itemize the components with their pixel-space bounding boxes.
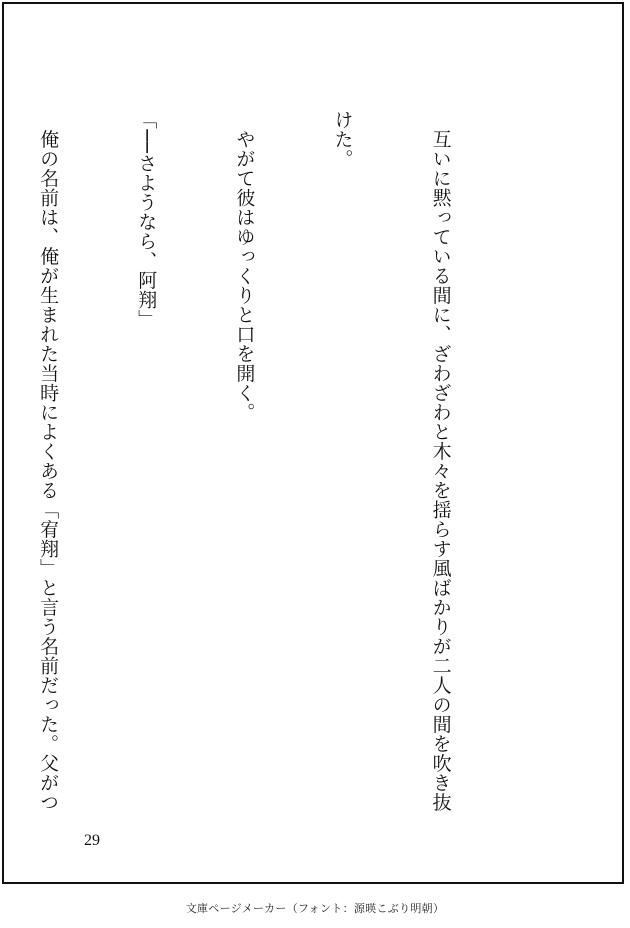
page-number: 29 xyxy=(84,832,100,849)
vertical-body-text xyxy=(0,110,522,812)
text-line: やがて彼はゆっくりと口を開く。 xyxy=(233,110,256,422)
text-line: 俺の名前は、俺が生まれた当時によくある「宥翔」と言う名前だった。父がつ xyxy=(37,110,60,812)
text-line: 「──さようなら、阿翔」 xyxy=(135,110,158,329)
text-line: けた。 xyxy=(331,110,354,169)
text-line: 互いに黙っている間に、ざわざわと木々を揺らす風ばかりが二人の間を吹き抜 xyxy=(429,110,452,812)
book-page xyxy=(2,2,624,884)
footer-credit: 文庫ページメーカー（フォント：源暎こぶり明朝） xyxy=(185,902,445,915)
